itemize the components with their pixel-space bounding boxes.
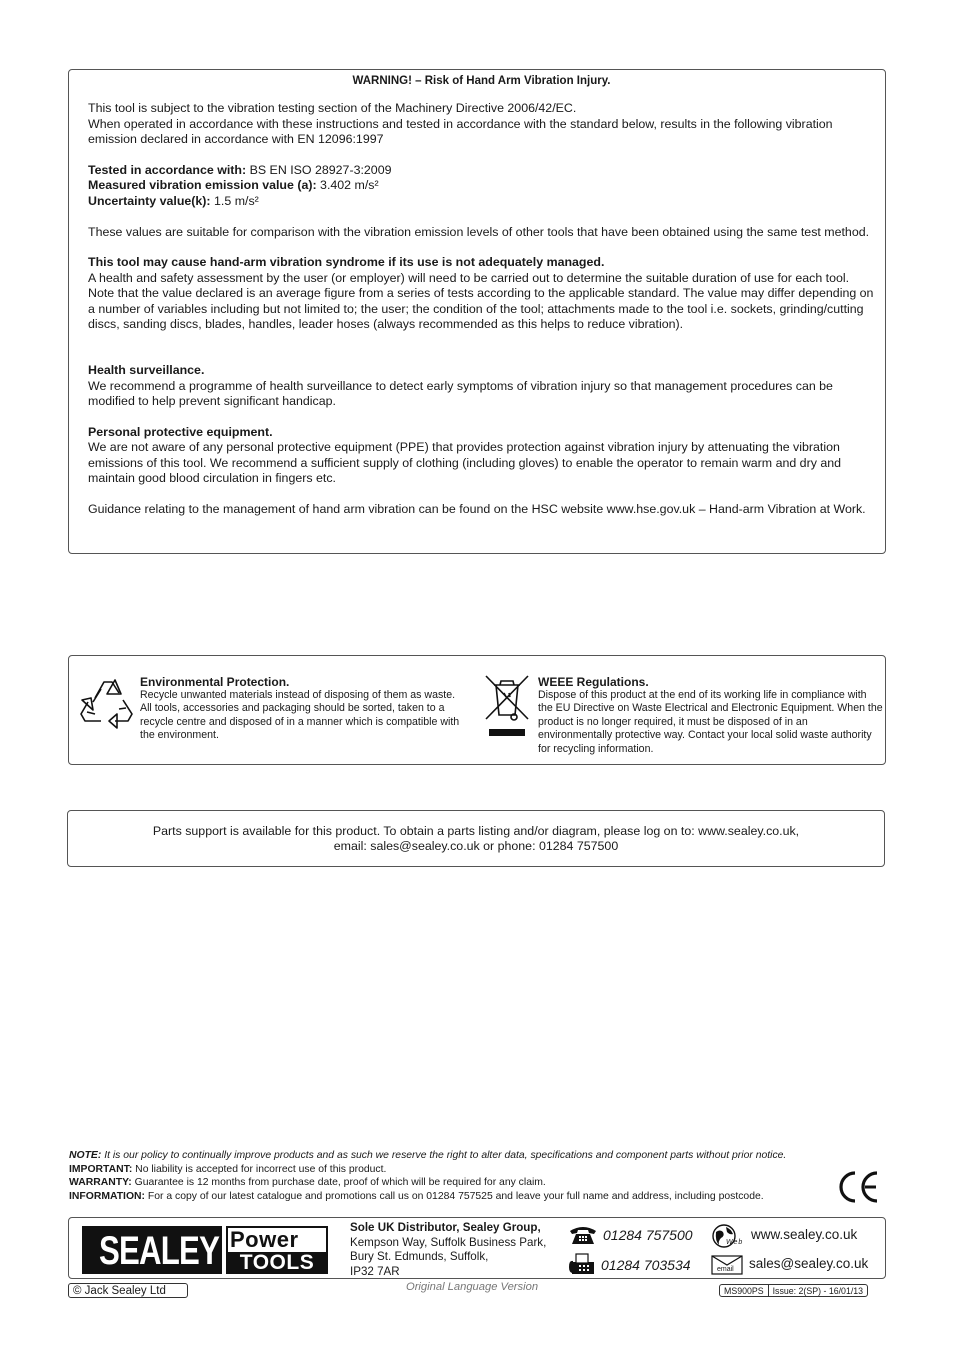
warning-title: WARNING! – Risk of Hand Arm Vibration Injury. [352,75,611,87]
telephone-icon [568,1225,598,1245]
tested-value: BS EN ISO 28927-3:2009 [246,163,392,178]
measured-label: Measured vibration emission value (a): [88,178,317,193]
address-line-3: IP32 7AR [350,1264,400,1278]
sealey-logo [82,1226,222,1274]
note-label: NOTE: [69,1150,102,1161]
intro-line-1: This tool is subject to the vibration testing section of the Machinery Directive 2006/42/EC. [88,101,577,116]
legal-notes [69,1149,869,1203]
tools-logo-text: TOOLS [228,1252,326,1273]
test-values [88,163,875,209]
weee-section [538,675,883,756]
parts-support-box [67,810,885,867]
weee-text: Dispose of this product at the end of its working life in compliance with the EU Directive on Waste Electrical and Electronic Equipment. When the product is no longer required, it must be disposed of in an environmentally protective way. Contact your local solid waste authority for recycling information. [538,689,883,755]
guidance-text: Guidance relating to the management of hand arm vibration can be found on the HSC website www.hse.gov.uk – Hand-arm Vibration at Work. [88,501,866,516]
syndrome-text: A health and safety assessment by the user (or employer) will need to be carried out to determine the suitable duration of use for each tool. Note that the value declared is an average figure from a series of tests according to the applicable standard. The value may differ depending on a number of variables including but not limited to; the user; the condition of the tool; attachments made to the tool i.e. sockets, grinding/cutting discs, sanding discs, blades, handles, leader hoses (always recommended as this helps to reduce vibration). [88,270,874,332]
warranty-line [69,1176,869,1190]
parts-line-1: Parts support is available for this product. To obtain a parts listing and/or diagram, please log on to: www.sealey.co.uk, [152,824,800,838]
ppe-section [88,425,875,487]
recycle-icon [79,676,135,730]
uncertainty-value: 1.5 m/s² [210,193,259,208]
fax-icon [568,1253,596,1275]
crossed-bin-icon [483,673,531,741]
weee-heading: WEEE Regulations. [538,675,649,689]
note-text: It is our policy to continually improve products and as such we reserve the right to alter data, specifications and component parts without prior notice. [101,1150,787,1161]
health-section [88,363,875,409]
environment-section [140,675,460,743]
distributor-name: Sole UK Distributor, Sealey Group, [350,1221,541,1234]
ce-mark-icon [836,1169,880,1205]
environment-heading: Environmental Protection. [140,675,290,689]
important-text: No liability is accepted for incorrect use of this product. [132,1163,387,1175]
sealey-logo-text: SEALEY [98,1229,220,1273]
website-link[interactable]: www.sealey.co.uk [751,1227,858,1242]
syndrome-section [88,255,875,332]
important-line [69,1163,869,1177]
warranty-label: WARRANTY: [69,1177,132,1189]
web-icon-label: Web [726,1239,744,1246]
ppe-heading: Personal protective equipment. [88,424,273,439]
distributor-address [350,1221,546,1279]
health-text: We recommend a programme of health surveillance to detect early symptoms of vibration injury so that management procedures can be modified to help prevent significant handicap. [88,378,833,409]
information-text: For a copy of our latest catalogue and promotions call us on 01284 757525 and leave your full name and address, including postcode. [145,1190,764,1202]
ppe-text: We are not aware of any personal protective equipment (PPE) that provides protection against vibration injury by attenuating the vibration emissions of this tool. We recommend a sufficient supply of clothing (including gloves) to enable the operator to remain warm and dry and maintain good blood circulation in fingers etc. [88,440,842,486]
power-logo-text: Power [230,1227,299,1252]
address-line-2: Bury St. Edmunds, Suffolk, [350,1250,489,1264]
parts-line-2: email: sales@sealey.co.uk or phone: 01284 757500 [333,839,619,854]
important-label: IMPORTANT: [69,1163,133,1175]
issue-badge [719,1284,868,1297]
warning-intro [88,101,875,147]
model-number: MS900PS [724,1286,764,1296]
warranty-text: Guarantee is 12 months from purchase date, proof of which will be required for any claim. [131,1177,546,1189]
environment-text: Recycle unwanted materials instead of disposing of them as waste. All tools, accessories and packaging should be sorted, taken to a recycle centre and disposed of in a manner which is compatible with the environment. [140,689,460,742]
measured-value: 3.402 m/s² [316,178,379,193]
comparison-text: These values are suitable for comparison with the vibration emission levels of other tools that have been obtained using the same test method. [88,224,870,239]
information-label: INFORMATION: [69,1190,145,1202]
power-tools-logo [226,1226,328,1274]
issue-date: Issue: 2(SP) - 16/01/13 [768,1285,867,1296]
uncertainty-label: Uncertainty value(k): [88,193,211,208]
information-line [69,1190,869,1204]
note-line [69,1149,869,1163]
address-line-1: Kempson Way, Suffolk Business Park, [350,1235,547,1249]
health-heading: Health surveillance. [88,363,205,378]
footer-box [68,1217,886,1279]
original-language-label: Original Language Version [406,1281,539,1293]
fax-number: 01284 703534 [601,1257,691,1273]
environment-box [68,655,886,765]
email-link[interactable]: sales@sealey.co.uk [749,1256,869,1271]
copyright-badge: © Jack Sealey Ltd [68,1283,188,1298]
syndrome-heading: This tool may cause hand-arm vibration syndrome if its use is not adequately managed. [88,255,605,270]
email-icon-label: email [717,1266,734,1273]
tested-label: Tested in accordance with: [88,163,247,178]
intro-line-2: When operated in accordance with these instructions and tested in accordance with the standard below, results in the following vibration emission declared in accordance with EN 12096:1997 [88,116,833,147]
vibration-warning-box [68,69,886,554]
phone-number: 01284 757500 [603,1227,693,1243]
